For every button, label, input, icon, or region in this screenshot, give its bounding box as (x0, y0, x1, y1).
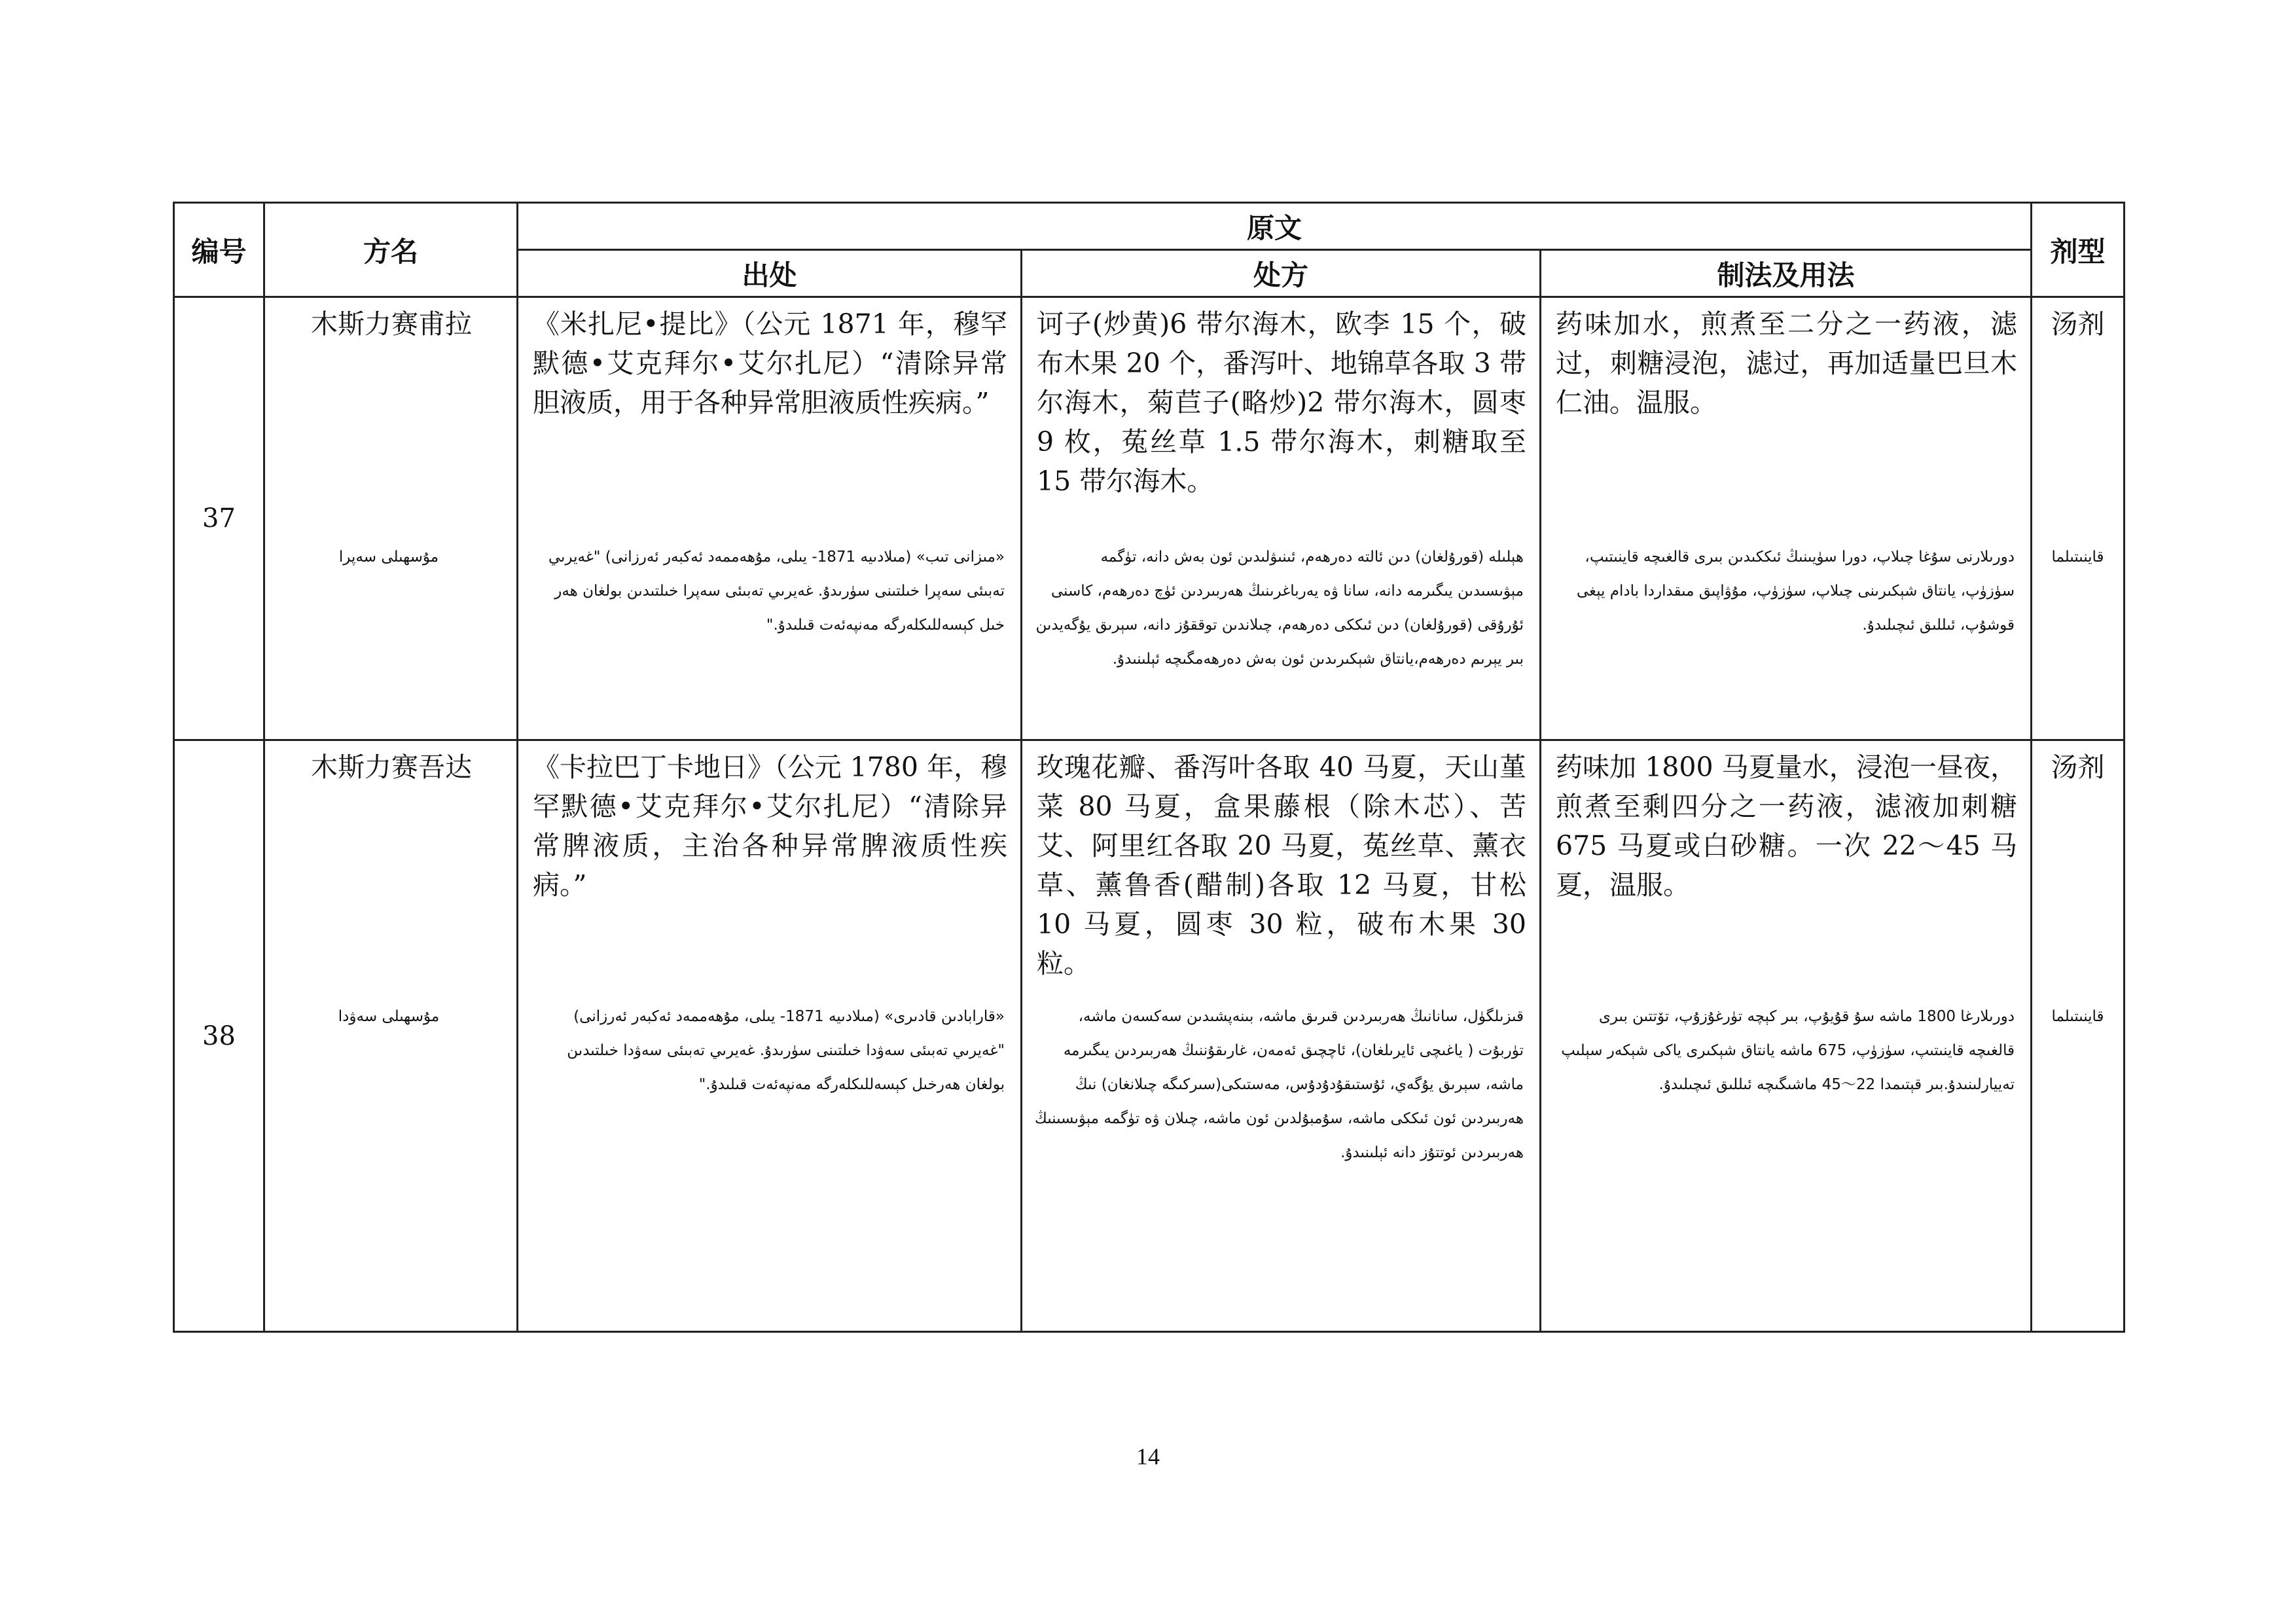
name-ug: مۇسھىلى سەۋدا (338, 1008, 440, 1025)
source-cell (518, 297, 1022, 740)
header-source: 出处 (518, 250, 1022, 297)
row-number: 38 (174, 740, 264, 1332)
source-zh: 《卡拉巴丁卡地日》（公元 1780 年，穆罕默德•艾克拜尔•艾尔扎尼）“清除异常脾液质，主治各种异常脾液质性疾病。” (533, 751, 1007, 901)
formula-table (173, 202, 2125, 1333)
header-number: 编号 (174, 203, 264, 297)
name-cell (264, 740, 518, 1332)
source-cell (518, 740, 1022, 1332)
name-zh: 木斯力赛甫拉 (311, 308, 472, 340)
table-row (174, 740, 2125, 1332)
header-original: 原文 (518, 203, 2032, 250)
prescription-zh: 玫瑰花瓣、番泻叶各取 40 马夏，天山堇菜 80 马夏，盒果藤根（除木芯）、苦艾、阿里红各取 20 马夏，菟丝草、薰衣草、薰鲁香(醋制)各取 12 马夏，甘松 10 马夏，圆枣 30 粒，破布木果 30 粒。 (1037, 751, 1526, 979)
preparation-ug: دورىلارغا 1800 ماشە سۇ قۇيۇپ، بىر كېچە تۈرغۇزۇپ، تۆتتىن بىرى قالغىچە قاينىتىپ، سۈزۈپ، 675 ماشە يانتاق شېكىرى ياكى شېكەر سېلىپ تەييارلىنىدۇ.بىر قېتىمدا 22～45 ماشىگىچە ئىللىق ئىچىلىدۇ. (1561, 1008, 2015, 1093)
header-dosage-form: 剂型 (2032, 203, 2125, 297)
preparation-cell (1541, 740, 2032, 1332)
name-ug: مۇسھىلى سەپرا (338, 549, 439, 566)
page-number: 14 (1136, 1443, 1160, 1470)
name-zh: 木斯力赛吾达 (311, 751, 472, 783)
preparation-ug: دورىلارنى سۇغا چىلاپ، دورا سۈيىنىڭ ئىككىدىن بىرى قالغىچە قاينىتىپ، سۈزۈپ، يانتاق شېكىرىنى چىلاپ، سۈزۈپ، مۇۋاپىق مىقداردا بادام يېغى قوشۇپ، ئىللىق ئىچىلىدۇ. (1576, 549, 2015, 634)
source-zh: 《米扎尼•提比》（公元 1871 年，穆罕默德•艾克拜尔•艾尔扎尼）“清除异常胆液质，用于各种异常胆液质性疾病。” (533, 308, 1007, 418)
header-row-1 (174, 203, 2125, 250)
source-ug: «مىزانى تىب» (مىلادىيە 1871- يىلى، مۇھەممەد ئەكبەر ئەرزانى) "غەيرىي تەبىئى سەپرا خىلتىنى سۈرىدۇ. غەيرىي تەبىئى سەپرا خىلتىدىن بولغان ھەر خىل كېسەللىكلەرگە مەنپەئەت قىلىدۇ." (548, 549, 1005, 634)
prescription-cell (1022, 740, 1541, 1332)
form-cell (2032, 740, 2125, 1332)
preparation-zh: 药味加 1800 马夏量水，浸泡一昼夜，煎煮至剩四分之一药液，滤液加刺糖675 马夏或白砂糖。一次 22～45 马夏，温服。 (1556, 751, 2018, 901)
table-row (174, 297, 2125, 740)
header-name: 方名 (264, 203, 518, 297)
preparation-cell (1541, 297, 2032, 740)
form-ug: قاينىتىلما (2051, 549, 2104, 566)
source-ug: «قارابادىن قادىرى» (مىلادىيە 1871- يىلى، مۇھەممەد ئەكبەر ئەرزانى) "غەيرىي تەبىئى سەۋدا خىلتىنى سۈرىدۇ. غەيرىي تەبىئى سەۋدا خىلتىدىن بولغان ھەرخىل كېسەللىكلەرگە مەنپەئەت قىلىدۇ." (567, 1008, 1005, 1093)
form-ug: قاينىتىلما (2051, 1008, 2104, 1025)
name-cell (264, 297, 518, 740)
row-number: 37 (174, 297, 264, 740)
prescription-zh: 诃子(炒黄)6 带尔海木，欧李 15 个，破布木果 20 个，番泻叶、地锦草各取 3 带尔海木，菊苣子(略炒)2 带尔海木，圆枣 9 枚，菟丝草 1.5 带尔海木，刺糖取至 15 带尔海木。 (1037, 308, 1526, 497)
header-preparation: 制法及用法 (1541, 250, 2032, 297)
preparation-zh: 药味加水，煎煮至二分之一药液，滤过，刺糖浸泡，滤过，再加适量巴旦木仁油。温服。 (1556, 308, 2018, 418)
form-zh: 汤剂 (2051, 751, 2105, 783)
form-cell (2032, 297, 2125, 740)
header-prescription: 处方 (1022, 250, 1541, 297)
prescription-ug: ھېلىلە (قورۇلغان) دىن ئالتە دەرھەم، ئىنىۋلىدىن ئون بەش دانە، تۈگمە مېۋىسىدىن يىگىرمە دانە، سانا ۋە يەرباغرىنىڭ ھەربىردىن ئۈچ دەرھەم، كاسنى ئۇرۇقى (قورۇلغان) دىن ئىككى دەرھەم، چىلاندىن توققۇز دانە، سېرىق يۇگەيدىن بىر يېرىم دەرھەم،يانتاق شېكىرىدىن ئون بەش دەرھەمگىچە ئېلىنىدۇ. (1035, 549, 1524, 668)
prescription-cell (1022, 297, 1541, 740)
prescription-ug: قىزىلگۈل، سانانىڭ ھەربىردىن قىرىق ماشە، بىنەپشىدىن سەكسەن ماشە، تۈربۇت ( ياغىچى ئايرىلغان)، ئاچچىق ئەمەن، غارىقۇننىڭ ھەربىردىن يىگىرمە ماشە، سېرىق يۇگەي، ئۇستىقۇدۇدۇس، مەستىكى(سىركىگە چىلانغان) نىڭ ھەربىردىن ئون ئىككى ماشە، سۇمبۇلدىن ئون ماشە، چىلان ۋە تۈگمە مېۋىسىنىڭ ھەربىردىن ئوتتۇز دانە ئېلىنىدۇ. (1034, 1008, 1524, 1161)
form-zh: 汤剂 (2051, 308, 2105, 340)
